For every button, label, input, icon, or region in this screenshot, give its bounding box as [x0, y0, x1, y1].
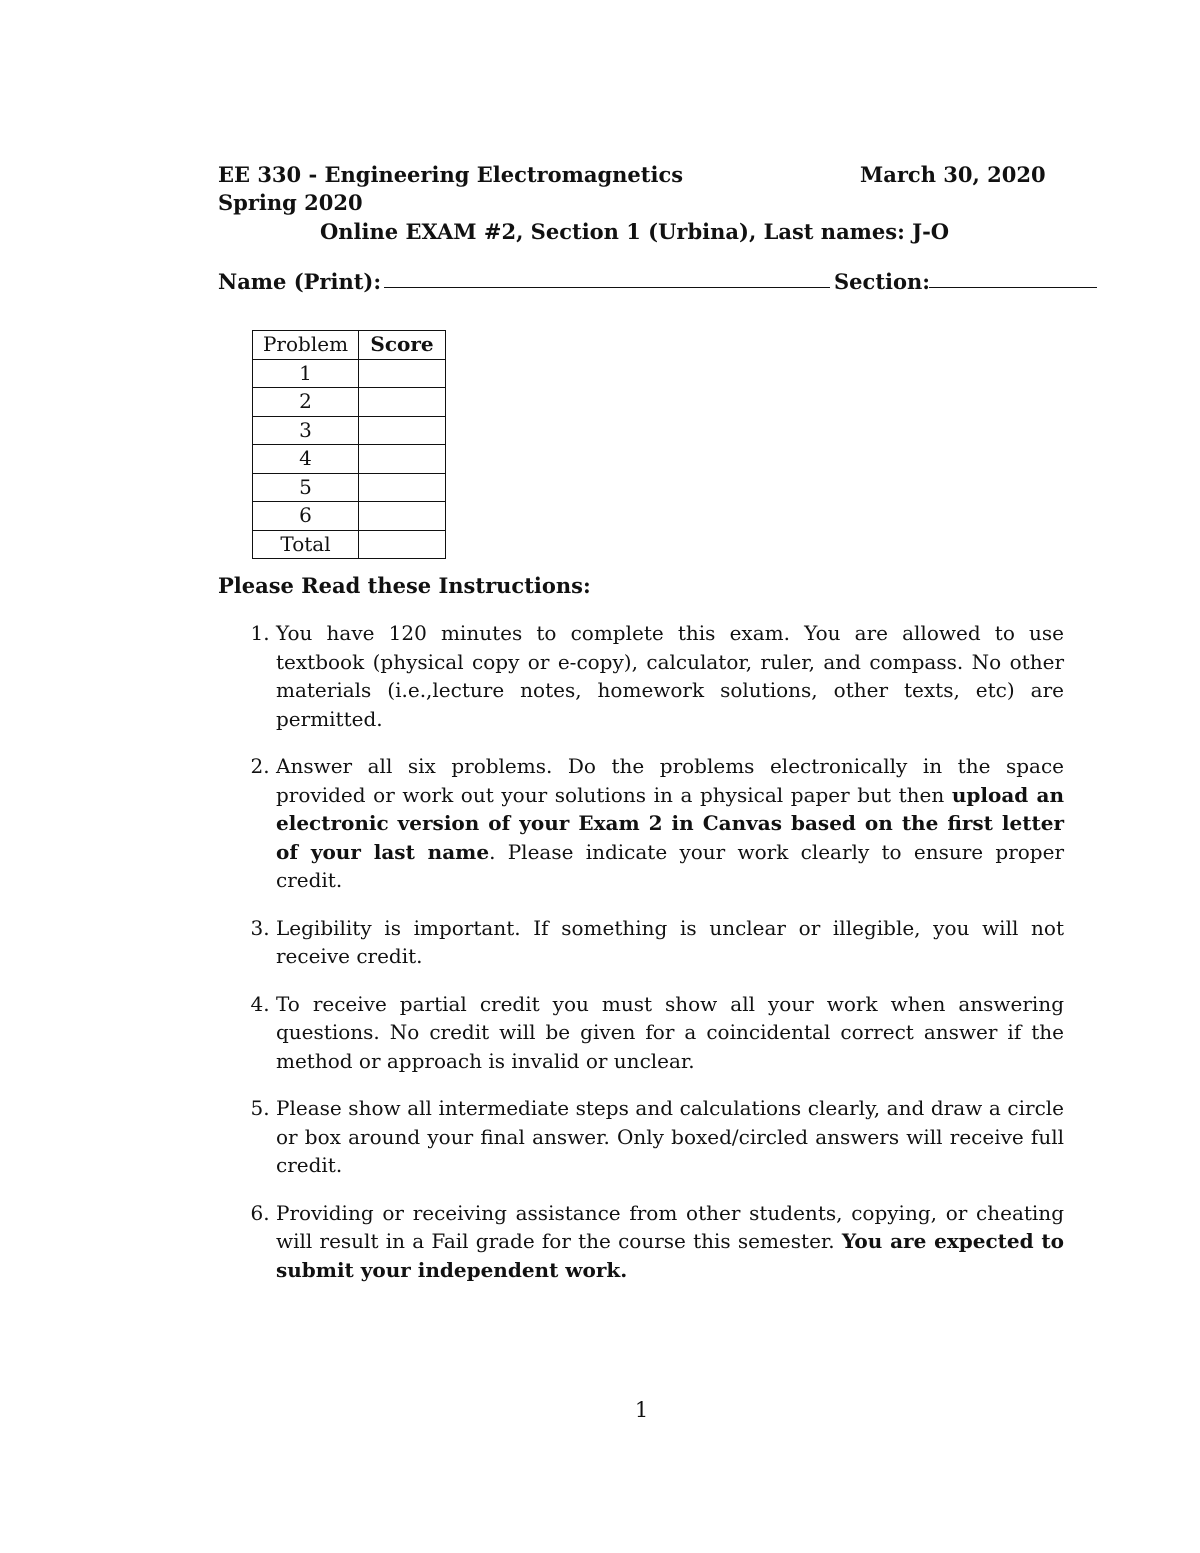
score-cell[interactable]	[359, 473, 446, 502]
total-label: Total	[253, 530, 359, 559]
table-row	[253, 502, 446, 531]
exam-date: March 30, 2020	[860, 162, 1046, 187]
instruction-item	[276, 619, 1064, 733]
instruction-item	[276, 1199, 1064, 1285]
section-label: Section:	[834, 269, 931, 294]
table-row	[253, 416, 446, 445]
problem-number: 3	[253, 416, 359, 445]
instruction-text: Please show all intermediate steps and calculations clearly, and draw a circle or box around your final answer. Only boxed/circled answers will receive full credit.	[276, 1096, 1064, 1177]
table-row-total	[253, 530, 446, 559]
score-cell[interactable]	[359, 445, 446, 474]
name-section-row	[218, 268, 1098, 298]
instruction-emphasis: You are expected to submit your independent work.	[276, 1229, 1064, 1282]
instruction-text: Legibility is important. If something is unclear or illegible, you will not receive credit.	[276, 915, 1064, 968]
page-number: 1	[634, 1398, 649, 1422]
table-row	[253, 473, 446, 502]
table-row	[253, 388, 446, 417]
instruction-item	[276, 752, 1064, 895]
instruction-item	[276, 914, 1064, 971]
problem-number: 2	[253, 388, 359, 417]
instructions-heading: Please Read these Instructions:	[218, 573, 591, 598]
instruction-text: You have 120 minutes to complete this exam. You are allowed to use textbook (physical copy or e-copy), calculator, ruler, and compass. No other materials (i.e.,lecture notes, homework solutions, other texts, etc) are permitted.	[276, 621, 1064, 731]
total-score-cell[interactable]	[359, 530, 446, 559]
table-row	[253, 445, 446, 474]
score-cell[interactable]	[359, 359, 446, 388]
exam-title: Online EXAM #2, Section 1 (Urbina), Last names: J-O	[320, 219, 950, 244]
instruction-item	[276, 1094, 1064, 1180]
instruction-emphasis: upload an electronic version of your Exam 2 in Canvas based on the first letter of your last name	[276, 782, 1064, 864]
name-blank-line[interactable]	[384, 287, 830, 288]
section-blank-line[interactable]	[929, 287, 1097, 288]
instruction-text: Providing or receiving assistance from other students, copying, or cheating will result in a Fail grade for the course this semester.	[276, 1200, 1064, 1253]
instruction-text: To receive partial credit you must show all your work when answering questions. No credit will be given for a coincidental correct answer if the method or approach is invalid or unclear.	[276, 991, 1064, 1073]
problem-column-header: Problem	[253, 331, 359, 360]
problem-number: 6	[253, 502, 359, 531]
instruction-item	[276, 990, 1064, 1076]
course-title: EE 330 - Engineering Electromagnetics	[218, 162, 684, 187]
table-row	[253, 359, 446, 388]
term: Spring 2020	[218, 190, 363, 215]
problem-number: 1	[253, 359, 359, 388]
instructions-list	[218, 619, 1064, 1303]
score-cell[interactable]	[359, 502, 446, 531]
instruction-text: Answer all six problems. Do the problems electronically in the space provided or work out your solutions in a physical paper but then	[276, 754, 1064, 807]
table-header-row	[253, 331, 446, 360]
score-column-header: Score	[359, 331, 446, 360]
problem-number: 4	[253, 445, 359, 474]
score-table	[252, 330, 446, 559]
name-label: Name (Print):	[218, 269, 382, 294]
score-cell[interactable]	[359, 416, 446, 445]
problem-number: 5	[253, 473, 359, 502]
score-cell[interactable]	[359, 388, 446, 417]
instruction-text: . Please indicate your work clearly to ensure proper credit.	[276, 839, 1065, 892]
